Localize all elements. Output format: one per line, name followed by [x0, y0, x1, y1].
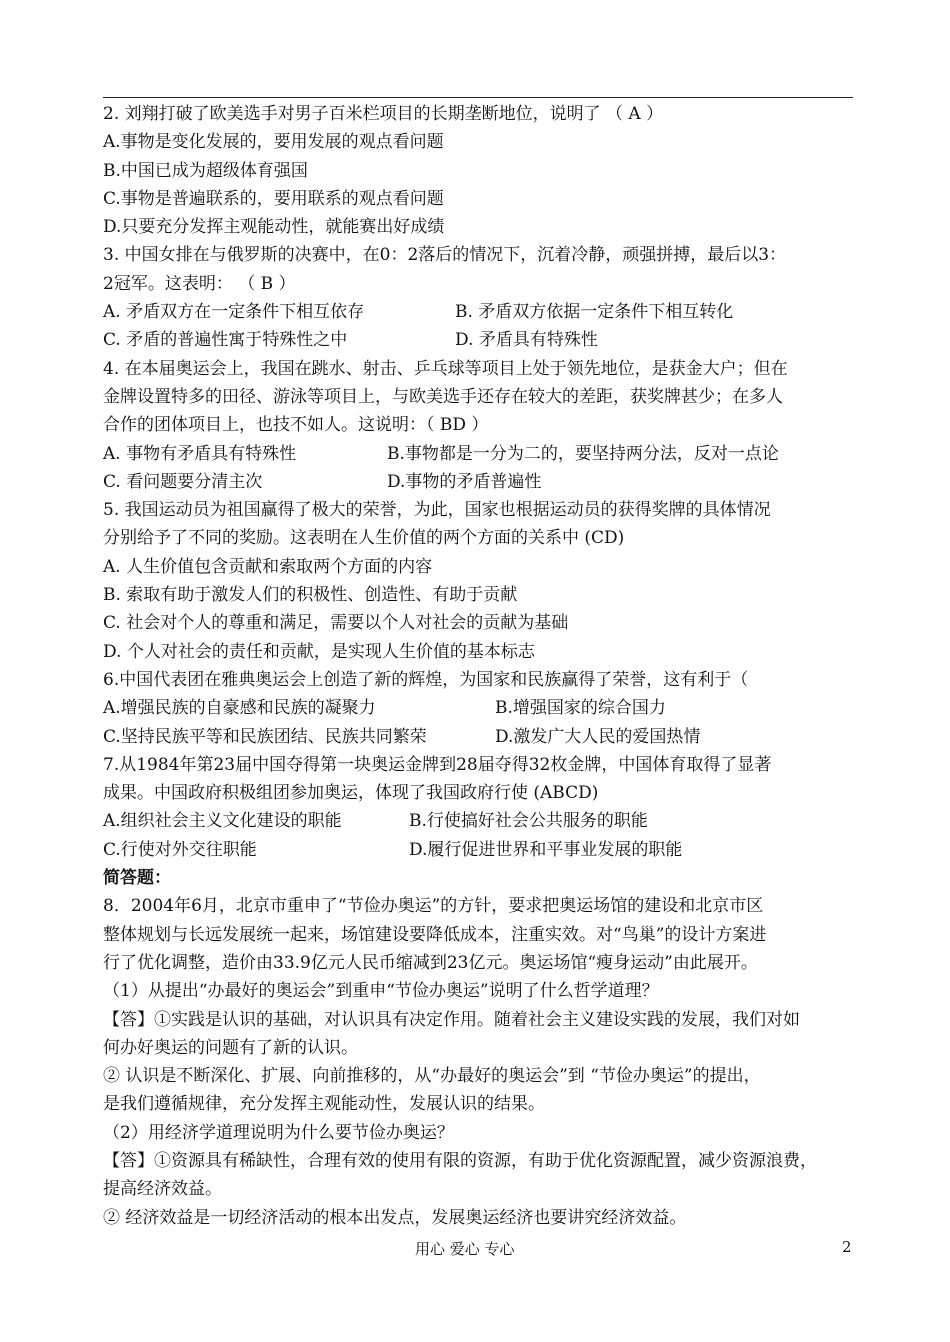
question-5-stem-line-2: 分别给予了不同的奖励。这表明在人生价值的两个方面的关系中 (CD): [103, 528, 625, 549]
question-8-paragraph-line-2: 整体规划与长远发展统一起来，场馆建设要降低成本，注重实效。对“鸟巢”的设计方案进: [103, 924, 767, 945]
question-3-option-b: B. 矛盾双方依据一定条件下相互转化: [455, 302, 734, 323]
question-5-option-b: B. 索取有助于激发人们的积极性、创造性、有助于贡献: [103, 585, 518, 606]
question-6-option-d: D.激发广大人民的爱国热情: [495, 726, 701, 747]
question-8-sub-1: （1）从提出“办最好的奥运会”到重申“节俭办奥运”说明了什么哲学道理？: [103, 981, 659, 1002]
page-footer: [0, 1238, 950, 1262]
question-4-option-a: A. 事物有矛盾具有特殊性: [103, 443, 297, 464]
question-3-options-row-2: [103, 326, 855, 354]
question-4-options-row-2: [103, 468, 855, 496]
footer-motto: 用心 爱心 专心: [415, 1240, 515, 1258]
question-6-options-row-1: [103, 694, 855, 722]
question-3-option-a: A. 矛盾双方在一定条件下相互依存: [103, 302, 365, 323]
question-5-option-a: A. 人生价值包含贡献和索取两个方面的内容: [103, 556, 433, 577]
question-7-stem-line-1: 7.从1984年第23届中国夺得第一块奥运金牌到28届夺得32枚金牌，中国体育取得了显著: [103, 754, 772, 775]
answer-2-line-1: 【答】①资源具有稀缺性，合理有效的使用有限的资源，有助于优化资源配置，减少资源浪费，: [103, 1150, 817, 1171]
question-2-option-b: B.中国已成为超级体育强国: [103, 160, 308, 181]
question-4-stem-line-3: 合作的团体项目上，也技不如人。这说明：（ BD ）: [103, 415, 489, 436]
question-2-option-c: C.事物是普遍联系的，要用联系的观点看问题: [103, 188, 444, 209]
question-8-paragraph-line-3: 行了优化调整，造价由33.9亿元人民币缩减到23亿元。奥运场馆“瘦身运动”由此展开。: [103, 952, 758, 973]
question-4-option-d: D.事物的矛盾普遍性: [387, 471, 542, 492]
question-6-options-row-2: [103, 723, 855, 751]
document-body: [103, 100, 855, 1232]
question-7-option-c: C.行使对外交往职能: [103, 839, 257, 860]
question-4-stem-line-1: 4. 在本届奥运会上，我国在跳水、射击、乒乓球等项目上处于领先地位，是获金大户；但在: [103, 358, 788, 379]
question-5-option-c: C. 社会对个人的尊重和满足，需要以个人对社会的贡献为基础: [103, 613, 569, 634]
answer-1-line-3: ② 认识是不断深化、扩展、向前推移的，从“办最好的奥运会”到 “节俭办奥运”的提出，: [103, 1066, 761, 1087]
question-7-options-row-1: [103, 807, 855, 835]
section-title: 简答题：: [103, 868, 171, 889]
question-4-option-c: C. 看问题要分清主次: [103, 471, 263, 492]
question-6-stem: 6.中国代表团在雅典奥运会上创造了新的辉煌，为国家和民族赢得了荣誉，这有利于（: [103, 669, 749, 690]
answer-1-line-1: 【答】①实践是认识的基础，对认识具有决定作用。随着社会主义建设实践的发展，我们对如: [103, 1009, 800, 1030]
answer-1-line-2: 何办好奥运的问题有了新的认识。: [103, 1037, 358, 1058]
page-number: 2: [842, 1238, 852, 1256]
question-3-stem-line-2: 2冠军。这表明： （ B ）: [103, 273, 296, 294]
answer-2-line-2: 提高经济效益。: [103, 1179, 222, 1200]
question-2-stem: 2. 刘翔打破了欧美选手对男子百米栏项目的长期垄断地位，说明了 （ A ）: [103, 104, 664, 124]
answer-1-line-4: 是我们遵循规律，充分发挥主观能动性，发展认识的结果。: [103, 1094, 545, 1115]
question-3-options-row-1: [103, 298, 855, 326]
question-7-option-b: B.行使搞好社会公共服务的职能: [409, 811, 648, 832]
question-6-option-a: A.增强民族的自豪感和民族的凝聚力: [103, 698, 376, 719]
question-7-options-row-2: [103, 836, 855, 864]
question-6-option-c: C.坚持民族平等和民族团结、民族共同繁荣: [103, 726, 427, 747]
answer-2-line-3: ② 经济效益是一切经济活动的根本出发点，发展奥运经济也要讲究经济效益。: [103, 1207, 687, 1228]
question-4-option-b: B.事物都是一分为二的，要坚持两分法，反对一点论: [387, 443, 779, 464]
question-4-stem-line-2: 金牌设置特多的田径、游泳等项目上，与欧美选手还存在较大的差距，获奖牌甚少；在多人: [103, 386, 783, 407]
question-8-paragraph-line-1: 8．2004年6月，北京市重申了“节俭办奥运”的方针，要求把奥运场馆的建设和北京市区: [103, 896, 764, 917]
question-6-option-b: B.增强国家的综合国力: [495, 698, 666, 719]
question-7-option-d: D.履行促进世界和平事业发展的职能: [409, 839, 683, 860]
question-5-stem-line-1: 5. 我国运动员为祖国赢得了极大的荣誉，为此，国家也根据运动员的获得奖牌的具体情况: [103, 500, 771, 521]
question-2-option-a: A.事物是变化发展的，要用发展的观点看问题: [103, 132, 444, 153]
header-rule: [103, 97, 853, 98]
question-3-option-c: C. 矛盾的普遍性寓于特殊性之中: [103, 330, 348, 351]
question-5-option-d: D. 个人对社会的责任和贡献，是实现人生价值的基本标志: [103, 641, 535, 662]
question-7-option-a: A.组织社会主义文化建设的职能: [103, 811, 342, 832]
question-7-stem-line-2: 成果。中国政府积极组团参加奥运，体现了我国政府行使 (ABCD): [103, 783, 599, 804]
question-8-sub-2: （2）用经济学道理说明为什么要节俭办奥运？: [103, 1122, 454, 1143]
question-3-stem-line-1: 3. 中国女排在与俄罗斯的决赛中，在0：2落后的情况下，沉着冷静，顽强拼搏，最后以3：: [103, 245, 787, 266]
question-3-option-d: D. 矛盾具有特殊性: [455, 330, 598, 351]
question-4-options-row-1: [103, 440, 855, 468]
question-2-option-d: D.只要充分发挥主观能动性，就能赛出好成绩: [103, 217, 445, 238]
